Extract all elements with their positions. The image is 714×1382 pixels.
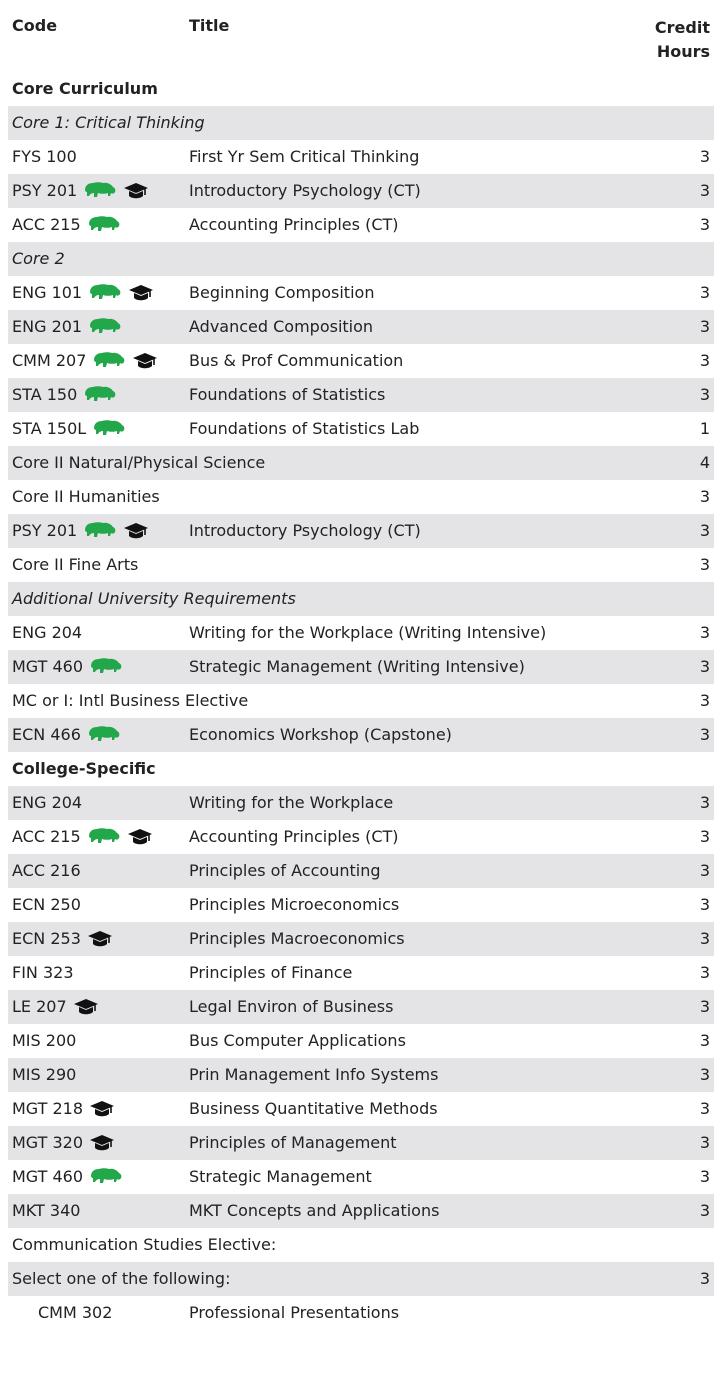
course-row xyxy=(8,1092,714,1126)
course-code[interactable]: ENG 204 xyxy=(12,793,83,812)
course-title: Principles of Management xyxy=(189,1133,397,1152)
course-code-cell xyxy=(12,344,158,378)
course-row xyxy=(8,650,714,684)
course-row xyxy=(8,412,714,446)
credit-hours: 3 xyxy=(699,691,710,710)
subsection-heading-row xyxy=(8,242,714,276)
table-header xyxy=(8,0,714,72)
course-row xyxy=(8,276,714,310)
bison-icon xyxy=(88,283,122,303)
course-title: Economics Workshop (Capstone) xyxy=(189,725,452,744)
course-code[interactable]: ENG 204 xyxy=(12,623,83,642)
course-title: Beginning Composition xyxy=(189,283,375,302)
course-code[interactable]: MGT 460 xyxy=(12,657,84,676)
course-code-cell xyxy=(12,412,126,446)
course-row xyxy=(8,990,714,1024)
course-row xyxy=(8,174,714,208)
course-code-cell xyxy=(12,718,121,752)
credit-hours: 3 xyxy=(699,1201,710,1220)
course-code[interactable]: ECN 466 xyxy=(12,725,81,744)
course-code-cell xyxy=(12,276,154,310)
course-title: Advanced Composition xyxy=(189,317,374,336)
course-title: Prin Management Info Systems xyxy=(189,1065,439,1084)
course-code-cell xyxy=(12,1024,76,1058)
credit-hours: 3 xyxy=(699,521,710,540)
requirement-row xyxy=(8,684,714,718)
credit-hours-header-line1: Credit xyxy=(654,18,710,37)
course-code[interactable]: MGT 218 xyxy=(12,1099,84,1118)
course-code[interactable]: MGT 460 xyxy=(12,1167,84,1186)
section-heading-row xyxy=(8,72,714,106)
bison-icon xyxy=(89,657,123,677)
course-code[interactable]: MGT 320 xyxy=(12,1133,84,1152)
graduation-cap-icon xyxy=(128,283,154,303)
course-row xyxy=(8,956,714,990)
course-row xyxy=(8,140,714,174)
course-row xyxy=(8,718,714,752)
requirement-label: Select one of the following: xyxy=(12,1269,231,1288)
course-row xyxy=(8,1296,714,1330)
course-code[interactable]: ACC 215 xyxy=(12,215,81,234)
course-code[interactable]: ECN 250 xyxy=(12,895,81,914)
credit-hours: 3 xyxy=(699,215,710,234)
course-code-cell xyxy=(12,1126,115,1160)
table-body xyxy=(8,72,714,1330)
graduation-cap-icon xyxy=(127,827,153,847)
bison-icon xyxy=(89,1167,123,1187)
course-title: Professional Presentations xyxy=(189,1303,400,1322)
course-code-cell xyxy=(38,1296,112,1330)
credit-hours: 3 xyxy=(699,487,710,506)
credit-hours: 3 xyxy=(699,1269,710,1288)
course-row xyxy=(8,922,714,956)
course-title: Writing for the Workplace (Writing Intensive) xyxy=(189,623,547,642)
course-code-cell xyxy=(12,1058,76,1092)
graduation-cap-icon xyxy=(87,929,113,949)
credit-hours: 3 xyxy=(699,385,710,404)
course-title: First Yr Sem Critical Thinking xyxy=(189,147,420,166)
credit-hours: 3 xyxy=(699,1031,710,1050)
subsection-heading-row xyxy=(8,106,714,140)
subsection-heading: Additional University Requirements xyxy=(12,589,296,608)
course-row xyxy=(8,378,714,412)
credit-hours: 3 xyxy=(699,1133,710,1152)
bison-icon xyxy=(83,385,117,405)
requirement-label: Core II Fine Arts xyxy=(12,555,139,574)
course-code-cell xyxy=(12,616,82,650)
section-heading-row xyxy=(8,752,714,786)
course-row xyxy=(8,786,714,820)
credit-hours: 3 xyxy=(699,351,710,370)
requirement-row xyxy=(8,1262,714,1296)
bison-icon xyxy=(87,725,121,745)
course-code-cell xyxy=(12,140,77,174)
credit-hours: 3 xyxy=(699,1167,710,1186)
course-title: Accounting Principles (CT) xyxy=(189,827,399,846)
credit-hours-column-header xyxy=(655,16,710,64)
requirement-label: Core II Natural/Physical Science xyxy=(12,453,266,472)
graduation-cap-icon xyxy=(89,1133,115,1153)
credit-hours: 3 xyxy=(699,555,710,574)
course-code-cell xyxy=(12,854,81,888)
bison-icon xyxy=(88,317,122,337)
section-heading: College-Specific xyxy=(12,759,156,778)
course-title: Bus Computer Applications xyxy=(189,1031,406,1050)
course-row xyxy=(8,820,714,854)
course-code[interactable]: MKT 340 xyxy=(12,1201,81,1220)
course-code-cell xyxy=(12,888,81,922)
credit-hours: 3 xyxy=(699,997,710,1016)
credit-hours: 3 xyxy=(699,147,710,166)
course-title: Accounting Principles (CT) xyxy=(189,215,399,234)
requirement-row xyxy=(8,1228,714,1262)
course-row xyxy=(8,854,714,888)
course-title: Writing for the Workplace xyxy=(189,793,394,812)
credit-hours: 3 xyxy=(699,657,710,676)
bison-icon xyxy=(92,419,126,439)
credit-hours: 4 xyxy=(699,453,710,472)
credit-hours: 3 xyxy=(699,1099,710,1118)
course-code-cell xyxy=(12,956,74,990)
course-code-cell xyxy=(12,990,99,1024)
bison-icon xyxy=(87,215,121,235)
graduation-cap-icon xyxy=(123,521,149,541)
credit-hours: 3 xyxy=(699,895,710,914)
course-row xyxy=(8,1024,714,1058)
bison-icon xyxy=(87,827,121,847)
course-title: Foundations of Statistics Lab xyxy=(189,419,420,438)
credit-hours: 1 xyxy=(699,419,710,438)
course-row xyxy=(8,1160,714,1194)
credit-hours: 3 xyxy=(699,1065,710,1084)
course-code[interactable]: ACC 215 xyxy=(12,827,81,846)
credit-hours: 3 xyxy=(699,929,710,948)
course-row xyxy=(8,208,714,242)
requirement-row xyxy=(8,480,714,514)
subsection-heading-row xyxy=(8,582,714,616)
course-code[interactable]: STA 150 xyxy=(12,385,78,404)
requirement-label: Communication Studies Elective: xyxy=(12,1235,277,1254)
credit-hours: 3 xyxy=(699,827,710,846)
course-title: Principles Macroeconomics xyxy=(189,929,405,948)
course-title: Principles of Accounting xyxy=(189,861,381,880)
course-code-cell xyxy=(12,1092,115,1126)
requirement-row xyxy=(8,548,714,582)
graduation-cap-icon xyxy=(89,1099,115,1119)
credit-hours: 3 xyxy=(699,283,710,302)
course-title: Strategic Management (Writing Intensive) xyxy=(189,657,525,676)
subsection-heading: Core 1: Critical Thinking xyxy=(12,113,205,132)
course-row xyxy=(8,514,714,548)
section-heading: Core Curriculum xyxy=(12,79,158,98)
bison-icon xyxy=(83,521,117,541)
course-code[interactable]: ECN 253 xyxy=(12,929,81,948)
course-title: Introductory Psychology (CT) xyxy=(189,181,421,200)
course-title: Strategic Management xyxy=(189,1167,372,1186)
requirement-label: Core II Humanities xyxy=(12,487,160,506)
course-title: MKT Concepts and Applications xyxy=(189,1201,440,1220)
course-code-cell xyxy=(12,514,149,548)
course-code-cell xyxy=(12,922,113,956)
course-title: Business Quantitative Methods xyxy=(189,1099,438,1118)
course-code[interactable]: PSY 201 xyxy=(12,521,78,540)
course-code-cell xyxy=(12,650,123,684)
credit-hours: 3 xyxy=(699,963,710,982)
credit-hours: 3 xyxy=(699,317,710,336)
credit-hours: 3 xyxy=(699,181,710,200)
requirement-row xyxy=(8,446,714,480)
course-code-cell xyxy=(12,1160,123,1194)
course-title: Principles Microeconomics xyxy=(189,895,400,914)
course-code-cell xyxy=(12,310,122,344)
course-code[interactable]: CMM 302 xyxy=(38,1303,113,1322)
course-code[interactable]: ENG 101 xyxy=(12,283,83,302)
course-code[interactable]: CMM 207 xyxy=(12,351,87,370)
course-code-cell xyxy=(12,1194,80,1228)
graduation-cap-icon xyxy=(123,181,149,201)
course-code-cell xyxy=(12,174,149,208)
course-code-cell xyxy=(12,820,153,854)
course-code[interactable]: ACC 216 xyxy=(12,861,81,880)
graduation-cap-icon xyxy=(73,997,99,1017)
credit-hours: 3 xyxy=(699,623,710,642)
course-code[interactable]: MIS 200 xyxy=(12,1031,77,1050)
course-code[interactable]: LE 207 xyxy=(12,997,67,1016)
course-code-cell xyxy=(12,208,121,242)
course-row xyxy=(8,1058,714,1092)
credit-hours: 3 xyxy=(699,793,710,812)
course-code[interactable]: PSY 201 xyxy=(12,181,78,200)
course-row xyxy=(8,1194,714,1228)
bison-icon xyxy=(83,181,117,201)
course-code-cell xyxy=(12,786,82,820)
bison-icon xyxy=(92,351,126,371)
requirement-label: MC or I: Intl Business Elective xyxy=(12,691,249,710)
course-title: Bus & Prof Communication xyxy=(189,351,404,370)
credit-hours: 3 xyxy=(699,725,710,744)
graduation-cap-icon xyxy=(132,351,158,371)
course-row xyxy=(8,310,714,344)
code-column-header: Code xyxy=(12,16,58,35)
course-title: Legal Environ of Business xyxy=(189,997,394,1016)
course-title: Principles of Finance xyxy=(189,963,353,982)
course-row xyxy=(8,888,714,922)
credit-hours-header-line2: Hours xyxy=(656,42,710,61)
title-column-header: Title xyxy=(189,16,230,35)
subsection-heading: Core 2 xyxy=(12,249,65,268)
course-title: Foundations of Statistics xyxy=(189,385,386,404)
course-row xyxy=(8,1126,714,1160)
course-row xyxy=(8,344,714,378)
course-code-cell xyxy=(12,378,117,412)
course-code[interactable]: STA 150L xyxy=(12,419,87,438)
credit-hours: 3 xyxy=(699,861,710,880)
course-code[interactable]: FIN 323 xyxy=(12,963,74,982)
course-code[interactable]: ENG 201 xyxy=(12,317,83,336)
course-code[interactable]: FYS 100 xyxy=(12,147,77,166)
course-row xyxy=(8,616,714,650)
course-title: Introductory Psychology (CT) xyxy=(189,521,421,540)
course-code[interactable]: MIS 290 xyxy=(12,1065,77,1084)
